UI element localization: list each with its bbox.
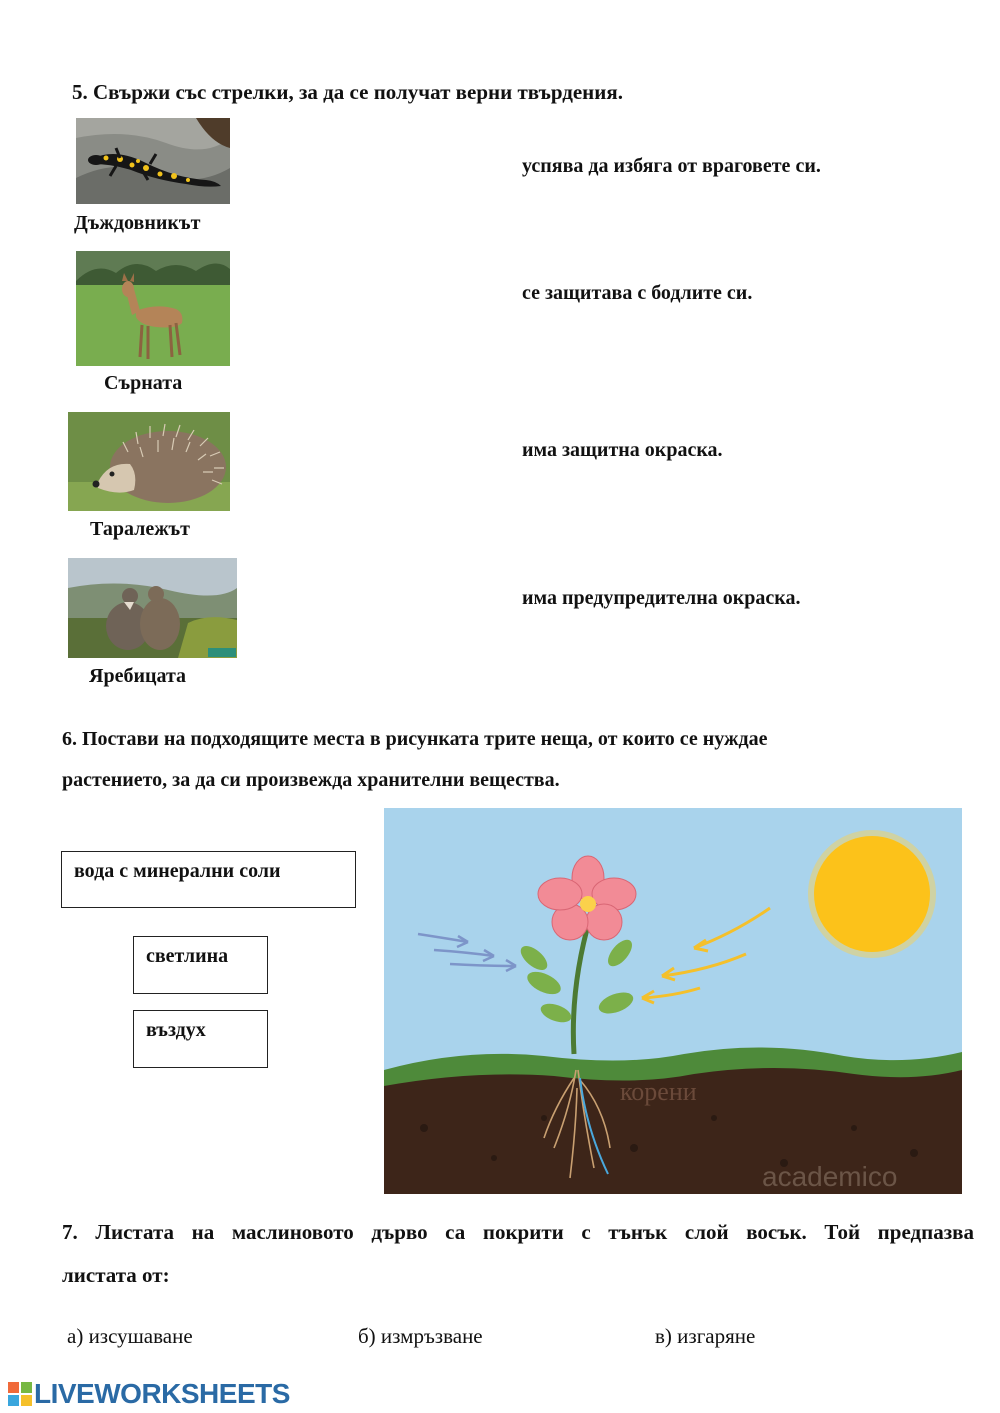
- option-water-minerals[interactable]: вода с минерални соли: [61, 851, 356, 908]
- liveworksheets-logo-icon: [8, 1382, 32, 1406]
- task7-heading-text: Листата на маслиновото дърво са покрити с тънък слой восък. Той предпазва: [95, 1220, 974, 1244]
- animal-label-deer: Сърната: [104, 372, 183, 394]
- answer-c[interactable]: в) изгаряне: [655, 1324, 756, 1348]
- task7-heading-line1: [62, 1220, 974, 1245]
- task5-heading: 5. Свържи със стрелки, за да се получат верни твърдения.: [72, 80, 623, 104]
- sun-icon: [814, 836, 930, 952]
- deer-image: [76, 251, 230, 366]
- statement-warning-coloration[interactable]: има предупредителна окраска.: [522, 587, 801, 609]
- academico-watermark: academico: [762, 1161, 898, 1192]
- salamander-image: [76, 118, 230, 204]
- answer-a[interactable]: а) изсушаване: [67, 1324, 193, 1348]
- statement-escape[interactable]: успява да избяга от враговете си.: [522, 155, 821, 177]
- task6-heading-line1: 6. Постави на подходящите места в рисунката трите неща, от които се нуждае: [62, 728, 768, 750]
- partridge-image: [68, 558, 237, 658]
- answer-b[interactable]: б) измръзване: [358, 1324, 483, 1348]
- liveworksheets-logo[interactable]: LIVEWORKSHEETS: [34, 1378, 290, 1409]
- animal-label-salamander: Дъждовникът: [74, 212, 201, 234]
- task6-heading-line2: растението, за да си произвежда хранителни вещества.: [62, 769, 560, 791]
- plant-photosynthesis-picture: [384, 808, 962, 1194]
- roots-label: корени: [620, 1077, 697, 1106]
- animal-label-hedgehog: Таралежът: [90, 518, 190, 540]
- hedgehog-image: [68, 412, 230, 511]
- statement-camouflage[interactable]: има защитна окраска.: [522, 439, 723, 461]
- animal-label-partridge: Яребицата: [89, 665, 187, 687]
- task7-heading-line2: листата от:: [62, 1263, 170, 1287]
- task7-number: 7.: [62, 1220, 78, 1244]
- statement-spines[interactable]: се защитава с бодлите си.: [522, 282, 753, 304]
- flower-center: [580, 896, 596, 912]
- option-light[interactable]: светлина: [133, 936, 268, 994]
- option-air[interactable]: въздух: [133, 1010, 268, 1068]
